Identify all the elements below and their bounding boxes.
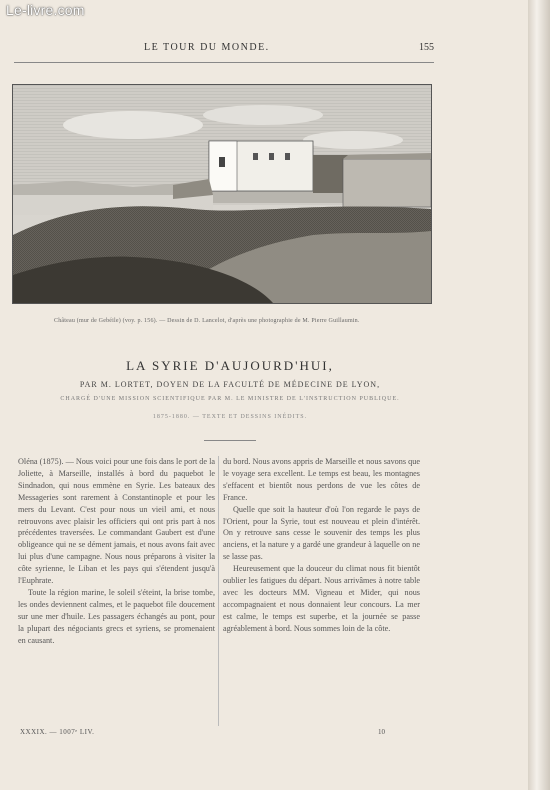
- paragraph: du bord. Nous avons appris de Marseille et nous savons que le voyage sera excellent. Le temps est beau, les montagnes s'effacent et bientôt nous perdons de vue les côtes de France.: [223, 457, 420, 502]
- title-ornament-rule: [204, 440, 256, 441]
- paragraph: Toute la région marine, le soleil s'éteint, la brise tombe, les ondes deviennent calmes, et le paquebot file doucement sur une mer d'huile. Les passagers échangés au pont, pour la plupart des négociants grecs et syriens, se promenaient en causant.: [18, 587, 215, 645]
- paragraph: Heureusement que la douceur du climat nous fit bientôt oublier les fatigues du départ. Nous arrivâmes à notre table avec les docteurs MM. Vigneau et Mider, qui nous accompagnaient et nous donnaient leur concours. La mer est calme, le temps est superbe, et la journée se passe agréablement à bord. Nous sommes loin de la côte.: [223, 564, 420, 633]
- watermark-logo: Le-livre.com: [6, 2, 85, 18]
- header-rule: [14, 62, 434, 63]
- article-byline: PAR M. LORTET, DOYEN DE LA FACULTÉ DE MÉDECINE DE LYON,: [79, 380, 381, 389]
- footer-signature: XXXIX. — 1007ᵉ LIV.: [20, 728, 95, 736]
- running-title: LE TOUR DU MONDE.: [144, 42, 270, 53]
- running-header: [14, 42, 434, 60]
- text-column-left: [18, 456, 215, 647]
- paragraph: Oléna (1875). — Nous voici pour une fois dans le port de la Joliette, à Marseille, installés à bord du paquebot le Sindnadon, qui nous emmène en Syrie. Les bateaux des Messageries sont rarement à Constantinople et pour les mers du Levant. C'est pour nous un vieil ami, et nous retrouvons avec plaisir les officiers qui ont pris part à nos précédentes traversées. Le commandant Gaubert est d'une obligeance qui ne se dément jamais, et nous avons fait avec lui plus d'une campagne. Nous nous préparons à visiter la côte syrienne, le Liban et les pays qui s'étendent jusqu'à l'Euphrate.: [18, 457, 215, 586]
- text-column-right: [223, 456, 420, 635]
- article-title: LA SYRIE D'AUJOURD'HUI,: [126, 358, 334, 373]
- landscape-engraving: [13, 85, 431, 303]
- illustration-caption: Château (mur de Gebéile) (voy. p. 156). — Dessin de D. Lancelot, d'après une photographie de M. Pierre Guillaumin.: [54, 318, 360, 324]
- column-divider: [218, 456, 219, 726]
- paragraph: Quelle que soit la hauteur d'où l'on regarde le pays de l'Orient, pour la Syrie, tout est nouveau et plein d'intérêt. On y retrouve sans cesse le souvenir des temps les plus anciens, et la nature y a gardé une grandeur à laquelle on ne se lasse pas.: [223, 504, 420, 562]
- footer-sheet-number: 10: [378, 728, 385, 736]
- page-number: 155: [419, 42, 434, 53]
- article-years: 1875-1880. — TEXTE ET DESSINS INÉDITS.: [152, 414, 308, 420]
- article-mission: CHARGÉ D'UNE MISSION SCIENTIFIQUE PAR M. LE MINISTRE DE L'INSTRUCTION PUBLIQUE.: [60, 396, 400, 402]
- engraving-illustration: [12, 84, 432, 304]
- book-gutter: [528, 0, 550, 790]
